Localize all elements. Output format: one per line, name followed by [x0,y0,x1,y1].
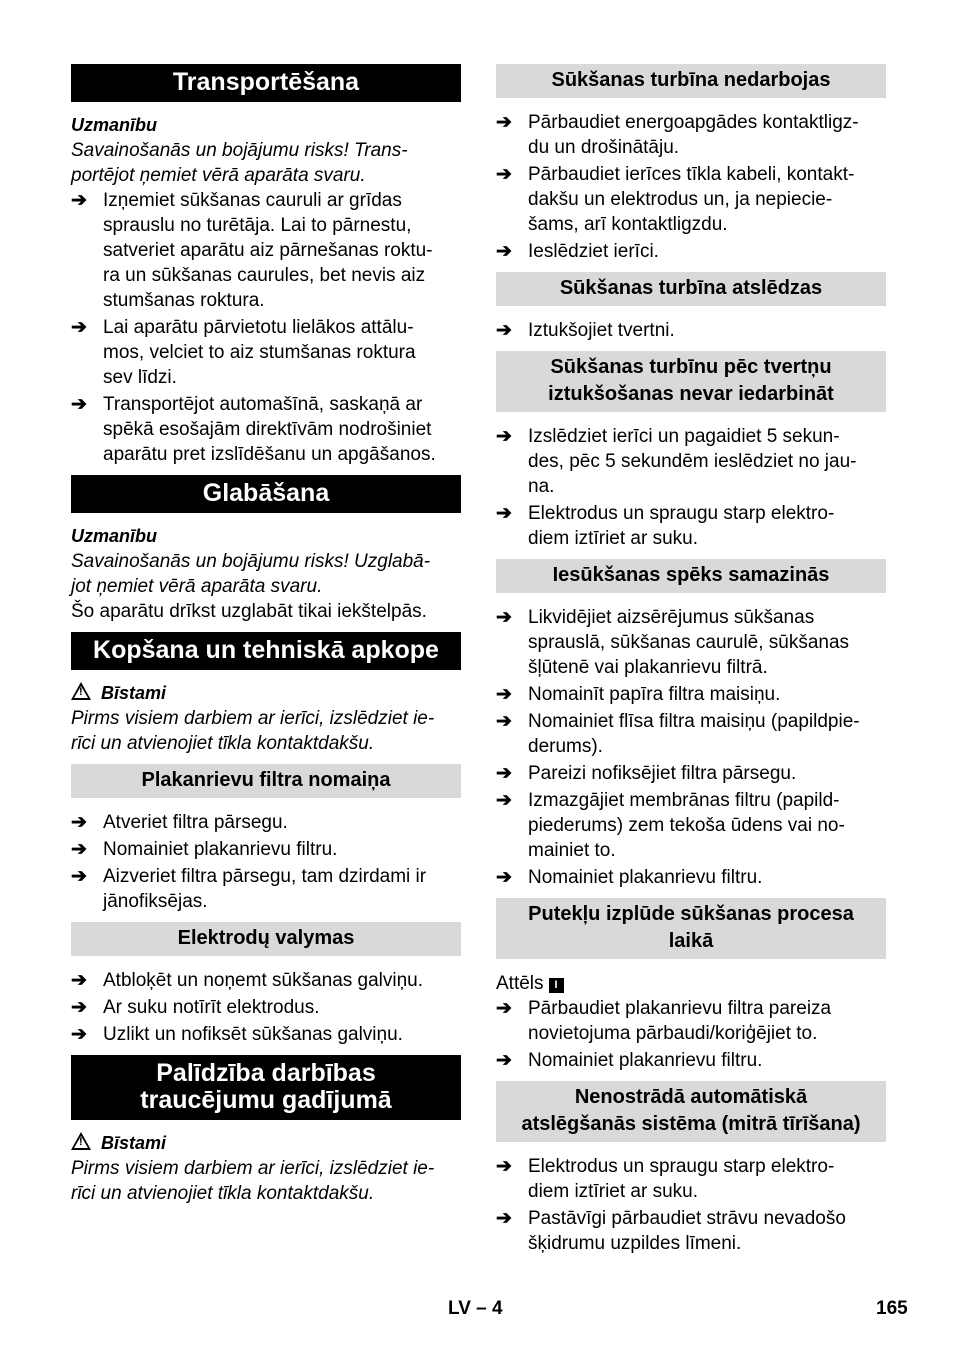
subsection-title-turbine-cannot-start [496,351,886,412]
arrow-right-icon: ➔ [496,320,512,341]
arrow-right-icon: ➔ [496,164,512,185]
text-line: iztukšošanas nevar iedarbināt [548,383,834,405]
list-item-text: du un drošinātāju. [528,137,680,158]
text-line: atslēgšanās sistēma (mitrā tīrīšana) [521,1113,861,1135]
turbine-cannot-start-list [496,424,886,551]
list-item [496,996,886,1046]
list-item-text: ra un sūkšanas caurules, bet nevis aiz [103,265,426,286]
section-title-storage: Glabāšana [71,475,461,513]
list-item-text: stumšanas roktura. [103,290,265,311]
list-item-text: Izņemiet sūkšanas cauruli ar grīdas [103,190,402,211]
list-item [71,995,461,1020]
list-item-text: Elektrodus un spraugu starp elektro- [528,503,835,524]
arrow-right-icon: ➔ [71,317,87,338]
care-warning [71,706,461,756]
list-item-text: aparātu pret izslīdēšanu un apgāšanos. [103,444,436,465]
list-item [496,162,886,237]
text-line: Iesūkšanas spēks samazinās [552,564,830,586]
danger-label: !Bīstami [71,681,461,706]
list-item-text: sprauslu no turētāja. Lai to pārnestu, [103,215,412,236]
text-line: rīci un atvienojiet tīkla kontaktdakšu. [71,733,375,754]
turbine-not-working-list [496,110,886,264]
list-item-text: Pārbaudiet plakanrievu filtra pareiza [528,998,832,1019]
list-item [496,424,886,499]
list-item-text: Izmazgājiet membrānas filtru (papild- [528,790,840,811]
list-item-text: na. [528,476,555,497]
list-item-text: Elektrodus un spraugu starp elektro- [528,1156,835,1177]
list-item-text: des, pēc 5 sekundēm ieslēdziet no jau- [528,451,857,472]
footer-page-number: 165 [876,1298,908,1319]
list-item-text: Nomainiet flīsa filtra maisiņu (papildpie- [528,711,860,732]
arrow-right-icon: ➔ [496,1050,512,1071]
text-line: Pirms visiem darbiem ar ierīci, izslēdziet ie- [71,708,435,729]
arrow-right-icon: ➔ [71,190,87,211]
list-item [496,110,886,160]
list-item-text: Nomainiet plakanrievu filtru. [528,867,763,888]
list-item [496,682,886,707]
warning-triangle-icon [71,682,91,700]
text-line: laikā [668,930,714,952]
help-warning [71,1156,461,1206]
list-item [71,1022,461,1047]
transport-warning [71,138,461,188]
danger-label: !Bīstami [71,1131,461,1156]
text-line: Palīdzība darbības [156,1059,376,1087]
storage-warning [71,549,461,599]
list-item-text: sprauslā, sūkšanas caurulē, sūkšanas [528,632,850,653]
footer-language: LV – 4 [448,1298,503,1319]
subsection-title-turbine-switches-off [496,272,886,306]
text-line: traucējumu gadījumā [140,1086,392,1114]
list-item [496,709,886,759]
list-item-text: Aizveriet filtra pārsegu, tam dzirdami ir [103,866,427,887]
figure-number-badge: I [549,978,564,993]
list-item-text: Izslēdziet ierīci un pagaidiet 5 sekun- [528,426,840,447]
arrow-right-icon: ➔ [496,998,512,1019]
list-item-text: Nomainīt papīra filtra maisiņu. [528,684,781,705]
list-item [496,1048,886,1073]
list-item-text: derums). [528,736,603,757]
text-line: Putekļu izplūde sūkšanas procesa [528,903,854,925]
turbine-switches-off-list [496,318,886,343]
text-line: Sūkšanas turbīna atslēdzas [559,277,823,299]
list-item-text: Likvidējiet aizsērējumus sūkšanas [528,607,815,628]
text-line: jot ņemiet vērā aparāta svaru. [71,576,323,597]
list-item-text: dakšu un elektrodus un, ja nepiecie- [528,189,833,210]
section-title-transport: Transportēšana [71,64,461,102]
arrow-right-icon: ➔ [496,867,512,888]
arrow-right-icon: ➔ [496,1208,512,1229]
subsection-title-dust-escapes [496,898,886,959]
suction-reduced-list [496,605,886,890]
list-item [496,788,886,863]
text-line: Nenostrādā automātiskā [574,1086,808,1108]
arrow-right-icon: ➔ [71,394,87,415]
list-item [496,865,886,890]
caution-label: Uzmanību [71,115,158,135]
list-item [71,837,461,862]
text-line: Sūkšanas turbīna nedarbojas [551,69,831,91]
subsection-title-filter: Plakanrievu filtra nomaiņa [71,764,461,798]
list-item-text: Ieslēdziet ierīci. [528,241,659,262]
arrow-right-icon: ➔ [71,997,87,1018]
list-item [496,761,886,786]
auto-shutoff-list [496,1154,886,1256]
list-item-text: Pastāvīgi pārbaudiet strāvu nevadošo [528,1208,846,1229]
section-title-help [71,1055,461,1120]
list-item-text: sev līdzi. [103,367,177,388]
text-line: portējot ņemiet vērā aparāta svaru. [71,165,366,186]
arrow-right-icon: ➔ [71,970,87,991]
list-item-text: Pārbaudiet ierīces tīkla kabeli, kontakt- [528,164,855,185]
list-item-text: Atbloķēt un noņemt sūkšanas galviņu. [103,970,424,991]
list-item-text: diem iztīriet ar suku. [528,528,698,549]
subsection-title-electrodes: Elektrodų valymas [71,922,461,956]
subsection-title-suction-reduced [496,559,886,593]
arrow-right-icon: ➔ [496,684,512,705]
text-line: Savainošanās un bojājumu risks! Uzglabā- [71,551,431,572]
list-item-text: šļūtenē vai plakanrievu filtrā. [528,657,768,678]
list-item-text: Iztukšojiet tvertni. [528,320,675,341]
list-item-text: Transportējot automašīnā, saskaņā ar [103,394,423,415]
list-item-text: šķidrumu uzpildes līmeni. [528,1233,742,1254]
text-line: Savainošanās un bojājumu risks! Trans- [71,140,408,161]
arrow-right-icon: ➔ [496,763,512,784]
list-item-text: spēkā esošajām direktīvām nodrošiniet [103,419,432,440]
arrow-right-icon: ➔ [496,607,512,628]
section-title-care: Kopšana un tehniskā apkope [71,632,461,670]
arrow-right-icon: ➔ [496,503,512,524]
text-line: rīci un atvienojiet tīkla kontaktdakšu. [71,1183,375,1204]
arrow-right-icon: ➔ [71,1024,87,1045]
arrow-right-icon: ➔ [496,790,512,811]
text-line: Sūkšanas turbīnu pēc tvertņu [550,356,832,378]
list-item [71,864,461,914]
electrodes-list [71,968,461,1047]
arrow-right-icon: ➔ [71,866,87,887]
left-column [71,64,461,1206]
list-item-text: diem iztīriet ar suku. [528,1181,698,1202]
figure-reference: Attēls I [496,971,886,996]
list-item-text: Nomainiet plakanrievu filtru. [528,1050,763,1071]
arrow-right-icon: ➔ [496,711,512,732]
list-item [496,1206,886,1256]
list-item [496,501,886,551]
arrow-right-icon: ➔ [71,839,87,860]
list-item-text: piederums) zem tekoša ūdens vai no- [528,815,845,836]
list-item [71,315,461,390]
arrow-right-icon: ➔ [71,812,87,833]
list-item [71,810,461,835]
list-item-text: Atveriet filtra pārsegu. [103,812,288,833]
right-column [496,64,886,1258]
arrow-right-icon: ➔ [496,112,512,133]
list-item [71,968,461,993]
list-item [496,605,886,680]
list-item-text: mos, velciet to aiz stumšanas roktura [103,342,416,363]
list-item-text: Lai aparātu pārvietotu lielākos attālu- [103,317,414,338]
transport-list [71,188,461,467]
list-item-text: jānofiksējas. [103,891,208,912]
caution-label: Uzmanību [71,526,158,546]
subsection-title-auto-shutoff [496,1081,886,1142]
list-item-text: Uzlikt un nofiksēt sūkšanas galviņu. [103,1024,403,1045]
list-item-text: novietojuma pārbaudi/koriģējiet to. [528,1023,818,1044]
filter-list [71,810,461,914]
list-item [71,392,461,467]
text-line: Pirms visiem darbiem ar ierīci, izslēdziet ie- [71,1158,435,1179]
list-item [71,188,461,313]
subsection-title-turbine-not-working [496,64,886,98]
list-item-text: Pareizi nofiksējiet filtra pārsegu. [528,763,797,784]
arrow-right-icon: ➔ [496,1156,512,1177]
list-item [496,239,886,264]
storage-text: Šo aparātu drīkst uzglabāt tikai iekštelpās. [71,601,427,622]
list-item-text: Ar suku notīrīt elektrodus. [103,997,320,1018]
arrow-right-icon: ➔ [496,426,512,447]
dust-escapes-list [496,996,886,1073]
list-item-text: mainiet to. [528,840,616,861]
list-item-text: Pārbaudiet energoapgādes kontaktligz- [528,112,859,133]
list-item-text: šams, arī kontaktligzdu. [528,214,728,235]
list-item [496,1154,886,1204]
list-item-text: satveriet aparātu aiz pārnešanas roktu- [103,240,433,261]
warning-triangle-icon [71,1132,91,1150]
list-item [496,318,886,343]
list-item-text: Nomainiet plakanrievu filtru. [103,839,338,860]
arrow-right-icon: ➔ [496,241,512,262]
